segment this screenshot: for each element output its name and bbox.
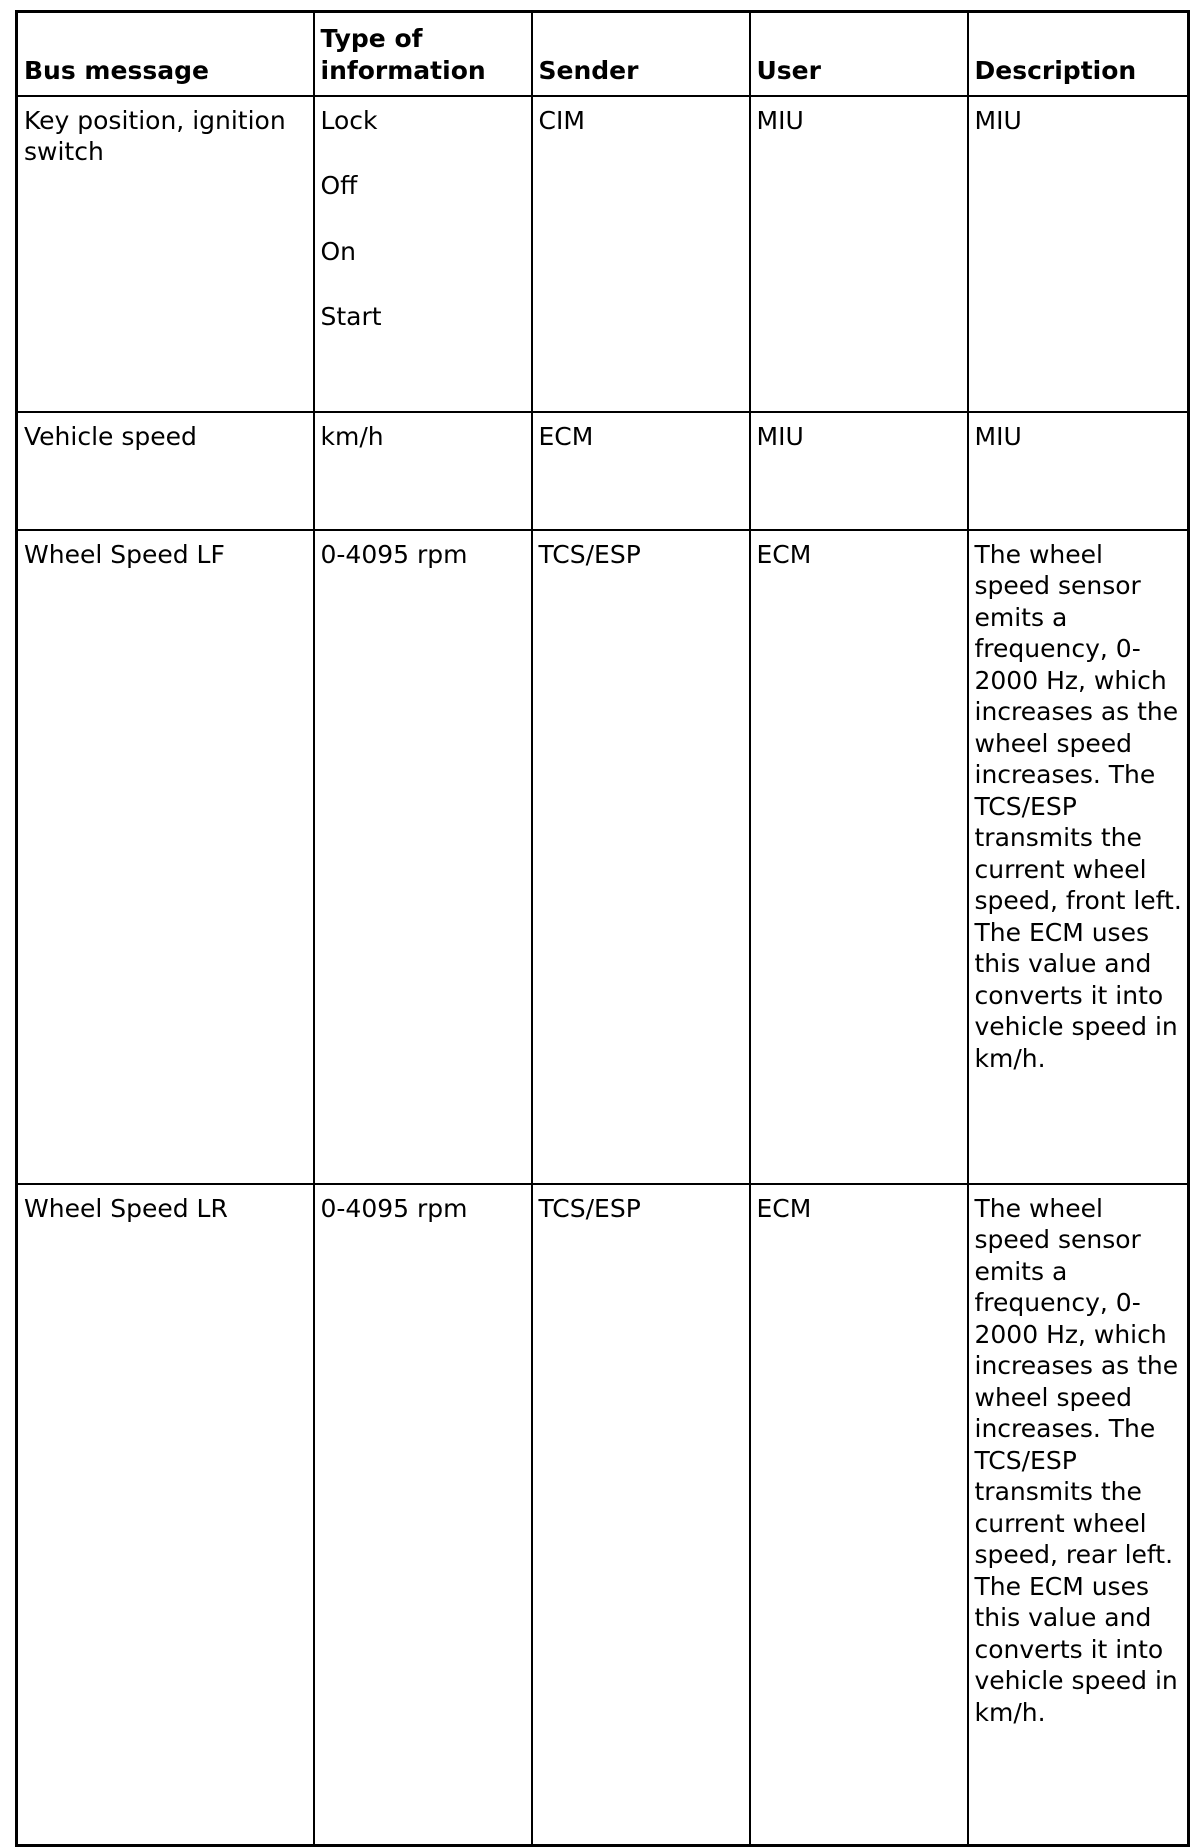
- header-type-of-information: Type of information: [314, 12, 532, 96]
- table-header: [17, 12, 1189, 96]
- cell-type-of-information: [314, 412, 532, 530]
- cell-description: The wheel speed sensor emits a frequency, 0-2000 Hz, which increases as the wheel speed increases. The TCS/ESP transmits the current wheel speed, rear left. The ECM uses this value and converts it into vehicle speed in km/h.: [968, 1184, 1189, 1846]
- bus-message-table: [15, 10, 1190, 1847]
- table-row: [17, 96, 1189, 412]
- cell-description: MIU: [968, 412, 1189, 530]
- cell-sender: ECM: [532, 412, 750, 530]
- cell-user: ECM: [750, 1184, 968, 1846]
- cell-type-of-information: [314, 1184, 532, 1846]
- info-item: 0-4095 rpm: [320, 1193, 468, 1223]
- table-row: [17, 412, 1189, 530]
- cell-sender: TCS/ESP: [532, 530, 750, 1184]
- cell-bus-message: Key position, ignition switch: [17, 96, 314, 412]
- header-row: [17, 12, 1189, 96]
- header-user: User: [750, 12, 968, 96]
- info-item: Start: [320, 302, 382, 331]
- info-item: 0-4095 rpm: [320, 539, 468, 569]
- cell-bus-message: Vehicle speed: [17, 412, 314, 530]
- info-item: Off: [320, 171, 358, 200]
- table-row: [17, 1184, 1189, 1846]
- cell-user: ECM: [750, 530, 968, 1184]
- cell-sender: CIM: [532, 96, 750, 412]
- table-body: [17, 96, 1189, 1846]
- cell-description: The wheel speed sensor emits a frequency, 0-2000 Hz, which increases as the wheel speed increases. The TCS/ESP transmits the current wheel speed, front left. The ECM uses this value and converts it into vehicle speed in km/h.: [968, 530, 1189, 1184]
- table-row: [17, 530, 1189, 1184]
- header-bus-message: Bus message: [17, 12, 314, 96]
- info-item: On: [320, 236, 357, 266]
- header-sender: Sender: [532, 12, 750, 96]
- cell-type-of-information: [314, 530, 532, 1184]
- cell-bus-message: Wheel Speed LF: [17, 530, 314, 1184]
- cell-user: MIU: [750, 412, 968, 530]
- cell-sender: TCS/ESP: [532, 1184, 750, 1846]
- info-item: km/h: [320, 421, 384, 451]
- cell-user: MIU: [750, 96, 968, 412]
- cell-description: MIU: [968, 96, 1189, 412]
- cell-bus-message: Wheel Speed LR: [17, 1184, 314, 1846]
- header-description: Description: [968, 12, 1189, 96]
- info-item: Lock: [320, 105, 378, 135]
- cell-type-of-information: [314, 96, 532, 412]
